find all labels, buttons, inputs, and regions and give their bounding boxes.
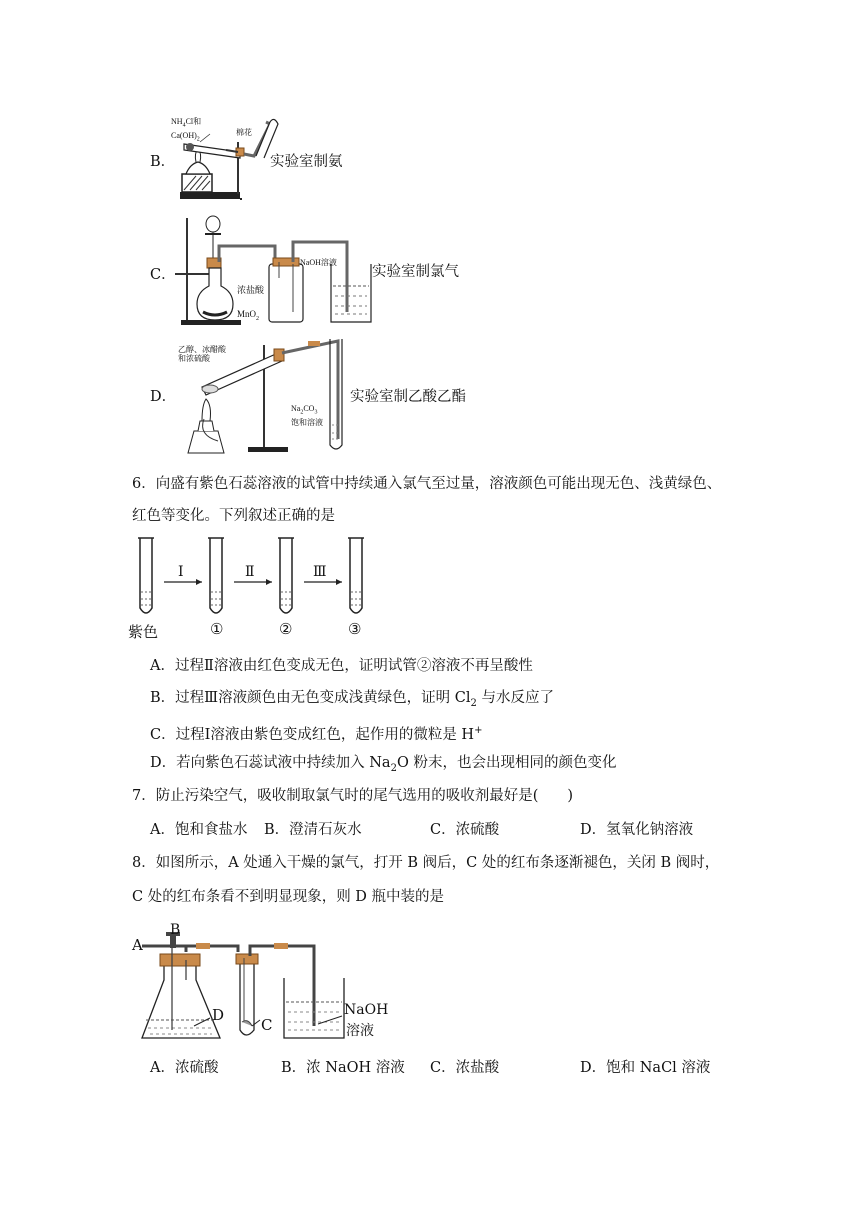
- option-a: A．饱和食盐水: [150, 822, 248, 838]
- question-stem: 6．向盛有紫色石蕊溶液的试管中持续通入氯气至过量，溶液颜色可能出现无色、浅黄绿色、: [132, 476, 722, 492]
- option-c: C．浓硫酸: [430, 822, 500, 838]
- acid-label: 浓盐酸: [237, 285, 265, 295]
- question-stem: 7．防止污染空气，吸收制取氯气时的尾气选用的吸收剂最好是( ): [132, 788, 574, 804]
- tube-label: ②: [279, 620, 293, 638]
- question-stem: C 处的红布条看不到明显现象，则 D 瓶中装的是: [132, 889, 445, 905]
- option-caption: 实验室制乙酸乙酯: [350, 389, 466, 405]
- label-b: B: [170, 922, 181, 938]
- option-d: D．饱和 NaCl 溶液: [580, 1060, 711, 1076]
- option-c: C．浓盐酸: [430, 1060, 500, 1076]
- label-d: D: [212, 1006, 225, 1024]
- test-tube: [208, 538, 224, 613]
- option-letter: B．: [150, 154, 176, 170]
- tube-label: 紫色: [128, 623, 159, 641]
- naoh-label: NaOH: [344, 1002, 389, 1018]
- step-label: Ⅰ: [178, 564, 184, 580]
- option-b: B．过程Ⅲ溶液颜色由无色变成浅黄绿色，证明 $Cl_2$ 与水反应了: [150, 690, 554, 709]
- test-tube: [278, 538, 294, 613]
- option-letter: D．: [150, 389, 177, 405]
- cotton-label: 棉花: [236, 128, 252, 137]
- reagents-label: 乙醇、冰醋酸 和浓硫酸: [178, 345, 226, 363]
- option-b: B．浓 NaOH 溶液: [281, 1060, 405, 1076]
- mno2-label: MnO$_2$: [237, 309, 260, 322]
- tube-label: ①: [210, 620, 224, 638]
- label-c: C: [261, 1016, 273, 1034]
- option-letter: C．: [150, 267, 176, 283]
- option-b: B．澄清石灰水: [264, 822, 362, 838]
- solution-label: 溶液: [346, 1023, 374, 1039]
- test-tube: [138, 538, 154, 613]
- option-a: A．过程Ⅱ溶液由红色变成无色，证明试管②溶液不再呈酸性: [150, 658, 533, 674]
- question-stem: 8．如图所示，A 处通入干燥的氯气，打开 B 阀后，C 处的红布条逐渐褪色，关闭 B 阀时，: [132, 855, 720, 871]
- option-caption: 实验室制氨: [270, 154, 343, 170]
- step-label: Ⅱ: [245, 564, 255, 580]
- tube-label: ③: [348, 620, 362, 638]
- option-a: A．浓硫酸: [150, 1060, 219, 1076]
- sodium-carbonate-label: $Na_2CO_3$ 饱和溶液: [291, 404, 323, 427]
- question-stem: 红色等变化。下列叙述正确的是: [132, 508, 335, 524]
- test-tube: [348, 538, 364, 613]
- option-d: D．若向紫色石蕊试液中持续加入 $Na_2O$ 粉末，也会出现相同的颜色变化: [150, 755, 617, 774]
- chlorine-apparatus-figure: [175, 212, 375, 330]
- option-d: D．氢氧化钠溶液: [580, 822, 694, 838]
- naoh-label: NaOH溶液: [300, 258, 337, 267]
- label-a: A: [132, 936, 143, 954]
- option-c: C．过程Ⅰ溶液由紫色变成红色，起作用的微粒是 H+: [150, 725, 483, 743]
- reagent-label: $NH_4Cl$和 $Ca(OH)_2$: [171, 117, 202, 143]
- step-label: Ⅲ: [313, 564, 327, 580]
- option-caption: 实验室制氯气: [372, 264, 459, 280]
